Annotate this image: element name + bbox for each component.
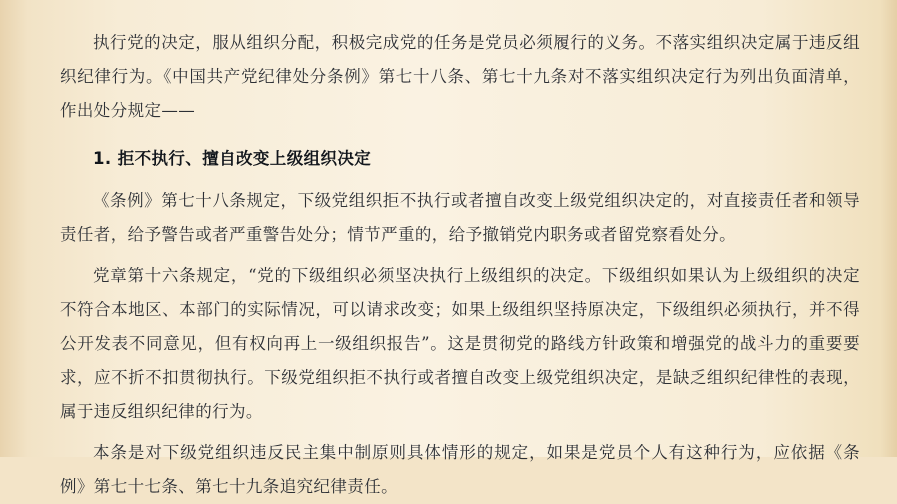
article-scope-paragraph: 本条是对下级党组织违反民主集中制原则具体情形的规定，如果是党员个人有这种行为，应依据《条例》第七十七条、第七十九条追究纪律责任。 <box>60 443 860 496</box>
regulation-paragraph: 《条例》第七十八条规定，下级党组织拒不执行或者擅自改变上级党组织决定的，对直接责任者和领导责任者，给予警告或者严重警告处分；情节严重的，给予撤销党内职务或者留党察看处分。 <box>60 191 860 244</box>
document-content <box>60 26 860 504</box>
intro-paragraph: 执行党的决定，服从组织分配，积极完成党的任务是党员必须履行的义务。不落实组织决定属于违反组织纪律行为。《中国共产党纪律处分条例》第七十八条、第七十九条对不落实组织决定行为列出负面清单，作出处分规定—— <box>60 33 860 120</box>
party-constitution-paragraph: 党章第十六条规定，“党的下级组织必须坚决执行上级组织的决定。下级组织如果认为上级组织的决定不符合本地区、本部门的实际情况，可以请求改变；如果上级组织坚持原决定，下级组织必须执行，并不得公开发表不同意见，但有权向再上一级组织报告”。这是贯彻党的路线方针政策和增强党的战斗力的重要要求，应不折不扣贯彻执行。下级党组织拒不执行或者擅自改变上级党组织决定，是缺乏组织纪律性的表现，属于违反组织纪律的行为。 <box>60 266 860 421</box>
section-heading: 1. 拒不执行、擅自改变上级组织决定 <box>93 149 372 168</box>
